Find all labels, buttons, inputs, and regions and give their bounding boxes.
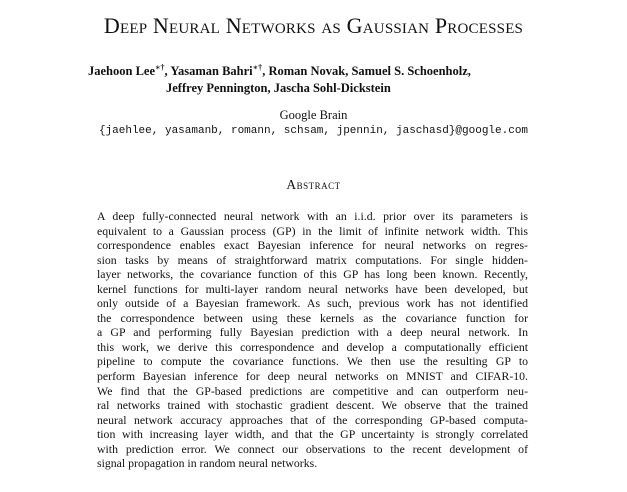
abstract-line: ral networks trained with stochastic gradient descent. We observe that the trained bbox=[97, 398, 528, 413]
abstract-line: signal propagation in random neural networks. bbox=[97, 456, 318, 471]
abstract-line: neural network accuracy approaches that of the corresponding GP-based computa- bbox=[97, 412, 528, 427]
abstract-line: layer networks, the covariance function of this GP has long been known. Recently, bbox=[97, 267, 528, 282]
abstract-line: equivalent to a Gaussian process (GP) in the limit of infinite network width. This bbox=[97, 223, 528, 238]
abstract-line: A deep fully-connected neural network with an i.i.d. prior over its parameters is bbox=[97, 209, 528, 223]
abstract-line: tion with increasing layer width, and that the GP uncertainty is strongly correlated bbox=[97, 427, 528, 442]
author-separator: , bbox=[467, 64, 471, 78]
author-name: Jaehoon Lee bbox=[88, 64, 156, 78]
author-separator: , bbox=[262, 64, 269, 78]
abstract-line: pipeline to compute the covariance functions. We then use the resulting GP to bbox=[97, 354, 528, 369]
abstract-body bbox=[97, 209, 528, 471]
paper-title: Deep Neural Networks as Gaussian Processes bbox=[103, 13, 524, 38]
author-emails: {jaehlee, yasamanb, romann, schsam, jpennin, jaschasd}@google.com bbox=[98, 125, 529, 137]
abstract-line: with prediction error. We connect our observations to the recent development of bbox=[97, 441, 528, 456]
author-separator: , bbox=[164, 64, 171, 78]
abstract-line: perform Bayesian inference for deep neural networks on MNIST and CIFAR-10. bbox=[97, 369, 528, 384]
author-separator: , bbox=[345, 64, 352, 78]
abstract-line: We find that the GP-based predictions are competitive and can outperform neu- bbox=[97, 383, 528, 398]
abstract-line: the correspondence between using these kernels as the covariance function for bbox=[97, 310, 528, 325]
author-mark: ∗† bbox=[252, 63, 263, 72]
author-name: Yasaman Bahri bbox=[170, 64, 253, 78]
abstract-line: only outside of a Bayesian framework. As such, previous work has not identified bbox=[97, 296, 528, 311]
abstract-line: this work, we derive this correspondence and develop a computationally efficient bbox=[97, 339, 528, 354]
author-name: Samuel S. Schoenholz bbox=[351, 64, 468, 78]
abstract-line: correspondence enables exact Bayesian inference for neural networks on regres- bbox=[97, 238, 528, 253]
abstract-heading: Abstract bbox=[286, 177, 341, 192]
affiliation: Google Brain bbox=[279, 108, 348, 122]
author-line-1 bbox=[88, 63, 548, 80]
abstract-line: kernel functions for multi-layer random neural networks have been developed, but bbox=[97, 281, 528, 296]
author-list bbox=[88, 63, 548, 97]
author-line-2: Jeffrey Pennington, Jascha Sohl-Dickstein bbox=[166, 81, 391, 95]
abstract-line: sion tasks by means of straightforward matrix computations. For single hidden- bbox=[97, 252, 528, 267]
author-mark: ∗† bbox=[155, 63, 165, 72]
abstract-line: a GP and performing fully Bayesian prediction with a deep neural network. In bbox=[97, 325, 528, 340]
author-name: Roman Novak bbox=[268, 64, 346, 78]
